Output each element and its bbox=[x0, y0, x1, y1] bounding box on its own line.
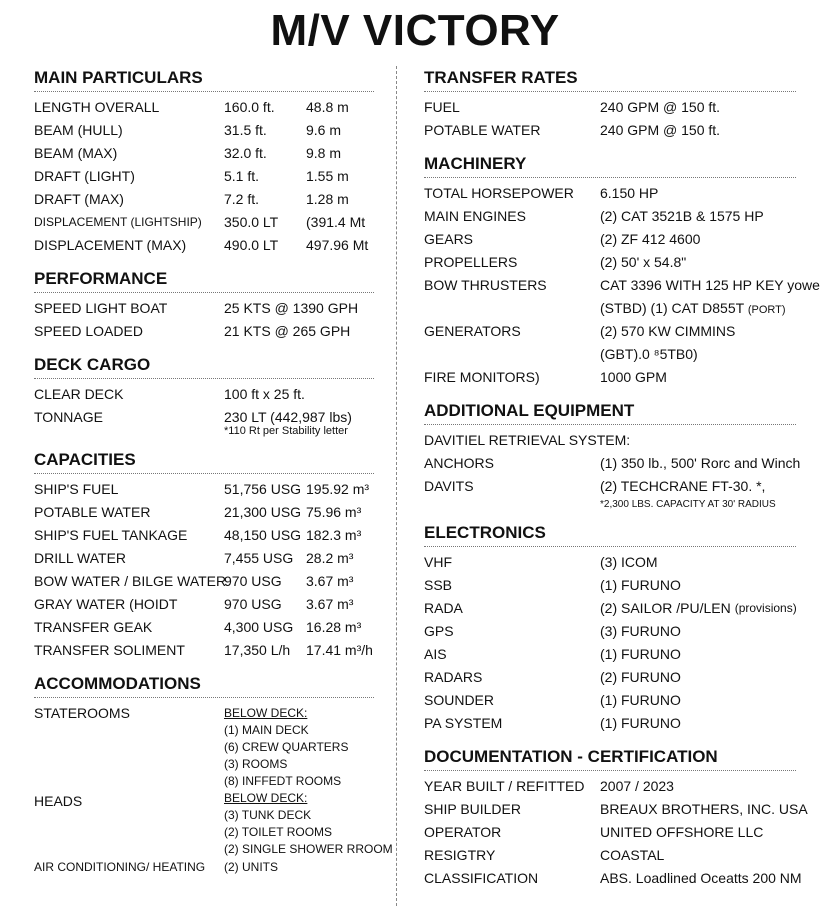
spec-value-metric: (391.4 Mt bbox=[306, 214, 366, 230]
spec-value: 230 LT (442,987 lbs) bbox=[224, 409, 352, 425]
spec-value-metric: 9.8 m bbox=[306, 145, 342, 161]
section-heading: ADDITIONAL EQUIPMENT bbox=[424, 399, 796, 425]
spec-row bbox=[424, 844, 796, 867]
spec-value: (2) ZF 412 4600 bbox=[600, 231, 701, 247]
spec-label: GPS bbox=[424, 623, 454, 639]
spec-row bbox=[424, 452, 801, 475]
spec-value: 350.0 LT bbox=[224, 214, 279, 230]
spec-row bbox=[424, 251, 796, 274]
spec-value: UNITED OFFSHORE LLC bbox=[600, 824, 764, 840]
section-heading: DOCUMENTATION - CERTIFICATION bbox=[424, 745, 796, 771]
spec-row bbox=[34, 593, 374, 616]
generators-row bbox=[424, 320, 796, 366]
spec-label: BOW THRUSTERS bbox=[424, 277, 547, 293]
spec-value: 7.2 ft. bbox=[224, 191, 260, 207]
spec-label: GEARS bbox=[424, 231, 474, 247]
spec-label: MAIN ENGINES bbox=[424, 208, 526, 224]
list-item: (3) ROOMS bbox=[224, 757, 288, 771]
spec-row bbox=[34, 639, 374, 662]
spec-row bbox=[424, 119, 796, 142]
spec-value: (3) ICOM bbox=[600, 554, 658, 570]
spec-value: 25 KTS @ 1390 GPH bbox=[224, 300, 359, 316]
spec-label: OPERATOR bbox=[424, 824, 502, 840]
spec-label: SHIP'S FUEL bbox=[34, 481, 119, 497]
spec-value-suffix: (provisions) bbox=[734, 601, 797, 615]
machinery-section bbox=[424, 152, 820, 389]
spec-row bbox=[424, 597, 796, 620]
spec-row bbox=[424, 620, 796, 643]
spec-value: 240 GPM @ 150 ft. bbox=[600, 99, 721, 115]
spec-row bbox=[424, 182, 796, 205]
spec-value: 490.0 LT bbox=[224, 237, 279, 253]
spec-label: SHIP BUILDER bbox=[424, 801, 521, 817]
spec-label: TRANSFER GEAK bbox=[34, 619, 153, 635]
list-item: (6) CREW QUARTERS bbox=[224, 740, 349, 754]
spec-value-metric: 28.2 m³ bbox=[306, 550, 354, 566]
spec-row bbox=[424, 666, 796, 689]
spec-label: PROPELLERS bbox=[424, 254, 518, 270]
spec-label: FUEL bbox=[424, 99, 460, 115]
spec-row bbox=[424, 775, 796, 798]
below-deck-header: BELOW DECK: bbox=[224, 706, 308, 720]
spec-value: COASTAL bbox=[600, 847, 665, 863]
spec-row bbox=[424, 551, 796, 574]
capacities-section bbox=[34, 448, 374, 662]
spec-label: RADA bbox=[424, 600, 463, 616]
bow-thrusters-row bbox=[424, 274, 820, 320]
spec-label: PA SYSTEM bbox=[424, 715, 503, 731]
section-heading: PERFORMANCE bbox=[34, 267, 374, 293]
spec-row bbox=[34, 547, 374, 570]
spec-value: (1) FURUNO bbox=[600, 715, 681, 731]
tonnage-note: *110 Rt per Stability letter bbox=[224, 425, 348, 437]
staterooms-list bbox=[224, 702, 348, 790]
spec-value: (1) FURUNO bbox=[600, 692, 681, 708]
section-heading: TRANSFER RATES bbox=[424, 66, 796, 92]
spec-value: (1) 350 lb., 500' Rorc and Winch bbox=[600, 455, 801, 471]
page-title: M/V VICTORY bbox=[270, 6, 560, 55]
list-item: (2) SINGLE SHOWER RROOM bbox=[224, 842, 393, 856]
spec-row bbox=[34, 234, 374, 257]
spec-label: SPEED LIGHT BOAT bbox=[34, 300, 168, 316]
spec-value-metric: 1.55 m bbox=[306, 168, 349, 184]
spec-label: DRAFT (LIGHT) bbox=[34, 168, 135, 184]
right-column bbox=[424, 66, 820, 900]
spec-label: YEAR BUILT / REFITTED bbox=[424, 778, 585, 794]
transfer-rates-section bbox=[424, 66, 796, 142]
spec-row bbox=[34, 297, 374, 320]
spec-label: CLASSIFICATION bbox=[424, 870, 539, 886]
spec-label: GRAY WATER (HOIDT bbox=[34, 596, 178, 612]
section-heading: MAIN PARTICULARS bbox=[34, 66, 374, 92]
spec-row bbox=[34, 188, 374, 211]
spec-value: 6.150 HP bbox=[600, 185, 659, 201]
below-deck-header: BELOW DECK: bbox=[224, 791, 308, 805]
spec-label: RADARS bbox=[424, 669, 483, 685]
spec-row bbox=[424, 689, 796, 712]
davits-note: *2,300 LBS. CAPACITY AT 30' RADIUS bbox=[600, 499, 776, 510]
spec-value-metric: 3.67 m³ bbox=[306, 573, 354, 589]
spec-label: DAVITS bbox=[424, 478, 474, 494]
spec-label: POTABLE WATER bbox=[34, 504, 151, 520]
spec-label: DRILL WATER bbox=[34, 550, 127, 566]
spec-label: BEAM (HULL) bbox=[34, 122, 123, 138]
section-heading: CAPACITIES bbox=[34, 448, 374, 474]
spec-row bbox=[34, 211, 374, 234]
documentation-section bbox=[424, 745, 808, 890]
spec-label: SSB bbox=[424, 577, 453, 593]
spec-label: FIRE MONITORS) bbox=[424, 369, 540, 385]
fire-monitors-row bbox=[424, 366, 796, 389]
spec-row bbox=[34, 165, 374, 188]
spec-row bbox=[34, 616, 374, 639]
heads-row bbox=[34, 790, 393, 858]
spec-label: AIR CONDITIONING/ HEATING bbox=[34, 860, 206, 874]
spec-row bbox=[424, 712, 796, 735]
section-heading: ELECTRONICS bbox=[424, 521, 796, 547]
additional-equipment-section bbox=[424, 399, 801, 511]
spec-value: 32.0 ft. bbox=[224, 145, 267, 161]
spec-row bbox=[34, 320, 374, 343]
spec-value: CAT 3396 WITH 125 HP KEY yowe bbox=[600, 277, 820, 293]
deck-cargo-section bbox=[34, 353, 374, 438]
spec-label: RESIGTRY bbox=[424, 847, 496, 863]
spec-value: (2) TECHCRANE FT-30. *, bbox=[600, 478, 766, 494]
spec-row bbox=[34, 383, 374, 406]
spec-value: 160.0 ft. bbox=[224, 99, 275, 115]
ac-row bbox=[34, 858, 374, 876]
spec-value: (GBT).0 ⁸5TB0) bbox=[600, 346, 698, 362]
spec-label: ANCHORS bbox=[424, 455, 495, 471]
spec-label: POTABLE WATER bbox=[424, 122, 541, 138]
spec-label: TONNAGE bbox=[34, 409, 103, 425]
spec-value-metric: 17.41 m³/h bbox=[306, 642, 373, 658]
spec-label: STATEROOMS bbox=[34, 705, 130, 721]
spec-value-metric: 48.8 m bbox=[306, 99, 349, 115]
spec-row bbox=[424, 205, 796, 228]
spec-row bbox=[424, 643, 796, 666]
spec-value: BREAUX BROTHERS, INC. USA bbox=[600, 801, 808, 817]
spec-label: BEAM (MAX) bbox=[34, 145, 118, 161]
section-heading: MACHINERY bbox=[424, 152, 796, 178]
spec-row bbox=[34, 119, 374, 142]
spec-row bbox=[34, 524, 374, 547]
electronics-section bbox=[424, 521, 796, 735]
spec-row bbox=[424, 475, 796, 498]
davits-note-row bbox=[424, 498, 796, 511]
spec-row bbox=[34, 425, 374, 438]
spec-row bbox=[34, 96, 374, 119]
spec-value: 21 KTS @ 265 GPH bbox=[224, 323, 351, 339]
accommodations-section bbox=[34, 672, 393, 876]
spec-label: DISPLACEMENT (LIGHTSHIP) bbox=[34, 215, 202, 229]
heads-list bbox=[224, 790, 393, 858]
spec-value: 21,300 USG bbox=[224, 504, 302, 520]
spec-value-metric: 9.6 m bbox=[306, 122, 342, 138]
spec-value: 48,150 USG bbox=[224, 527, 302, 543]
spec-value: 17,350 L/h bbox=[224, 642, 291, 658]
spec-row bbox=[34, 501, 374, 524]
spec-label: BOW WATER / BILGE WATER bbox=[34, 573, 227, 589]
spec-label: VHF bbox=[424, 554, 452, 570]
spec-row bbox=[34, 570, 374, 593]
spec-value-metric: 75.96 m³ bbox=[306, 504, 362, 520]
staterooms-row bbox=[34, 702, 374, 790]
spec-label: SHIP'S FUEL TANKAGE bbox=[34, 527, 188, 543]
spec-value: 51,756 USG bbox=[224, 481, 302, 497]
spec-row bbox=[424, 821, 796, 844]
retrieval-intro: DAVITIEL RETRIEVAL SYSTEM: bbox=[424, 432, 631, 448]
spec-value: (2) UNITS bbox=[224, 860, 278, 874]
spec-value: (1) FURUNO bbox=[600, 577, 681, 593]
spec-label: SPEED LOADED bbox=[34, 323, 143, 339]
spec-row bbox=[424, 228, 796, 251]
spec-value: (STBD) (1) CAT D855T bbox=[600, 300, 744, 316]
spec-value: 240 GPM @ 150 ft. bbox=[600, 122, 721, 138]
spec-value: 970 USG bbox=[224, 573, 282, 589]
spec-value: (2) SAILOR /PU/LEN bbox=[600, 600, 731, 616]
section-heading: DECK CARGO bbox=[34, 353, 374, 379]
section-heading: ACCOMMODATIONS bbox=[34, 672, 374, 698]
spec-value: (2) CAT 3521B & 1575 HP bbox=[600, 208, 764, 224]
spec-value-metric: 1.28 m bbox=[306, 191, 349, 207]
spec-row bbox=[34, 478, 374, 501]
left-column bbox=[34, 66, 393, 886]
spec-value: 100 ft x 25 ft. bbox=[224, 386, 305, 402]
spec-value-metric: 195.92 m³ bbox=[306, 481, 370, 497]
spec-label: DRAFT (MAX) bbox=[34, 191, 124, 207]
list-item: (2) TOILET ROOMS bbox=[224, 825, 333, 839]
spec-row bbox=[424, 96, 796, 119]
spec-value: (1) FURUNO bbox=[600, 646, 681, 662]
spec-label: TOTAL HORSEPOWER bbox=[424, 185, 574, 201]
spec-row bbox=[424, 798, 808, 821]
spec-value: (3) FURUNO bbox=[600, 623, 681, 639]
list-item: (3) TUNK DECK bbox=[224, 808, 312, 822]
spec-value-metric: 497.96 Mt bbox=[306, 237, 369, 253]
spec-row bbox=[424, 867, 802, 890]
spec-value: (2) FURUNO bbox=[600, 669, 681, 685]
spec-value: 31.5 ft. bbox=[224, 122, 267, 138]
spec-value: 4,300 USG bbox=[224, 619, 294, 635]
main-particulars-section bbox=[34, 66, 374, 257]
spec-value: (2) 570 KW CIMMINS bbox=[600, 323, 736, 339]
spec-value: 5.1 ft. bbox=[224, 168, 260, 184]
spec-value: 7,455 USG bbox=[224, 550, 294, 566]
column-divider bbox=[396, 66, 397, 906]
spec-value: 1000 GPM bbox=[600, 369, 667, 385]
spec-value: (2) 50' x 54.8" bbox=[600, 254, 687, 270]
spec-value: 970 USG bbox=[224, 596, 282, 612]
spec-label: DISPLACEMENT (MAX) bbox=[34, 237, 187, 253]
list-item: (8) INFFEDT ROOMS bbox=[224, 774, 342, 788]
spec-label: SOUNDER bbox=[424, 692, 495, 708]
spec-label: AIS bbox=[424, 646, 447, 662]
spec-value: 2007 / 2023 bbox=[600, 778, 674, 794]
spec-value-metric: 16.28 m³ bbox=[306, 619, 362, 635]
spec-row bbox=[424, 574, 796, 597]
spec-value-metric: 182.3 m³ bbox=[306, 527, 362, 543]
performance-section bbox=[34, 267, 374, 343]
list-item: (1) MAIN DECK bbox=[224, 723, 309, 737]
spec-label: GENERATORS bbox=[424, 323, 521, 339]
spec-label: TRANSFER SOLIMENT bbox=[34, 642, 185, 658]
spec-label: LENGTH OVERALL bbox=[34, 99, 160, 115]
spec-label: CLEAR DECK bbox=[34, 386, 124, 402]
spec-value-metric: 3.67 m³ bbox=[306, 596, 354, 612]
spec-label: HEADS bbox=[34, 793, 83, 809]
spec-value: (PORT) bbox=[747, 304, 786, 316]
spec-row bbox=[34, 142, 374, 165]
spec-value: ABS. Loadlined Oceatts 200 NM bbox=[600, 870, 802, 886]
